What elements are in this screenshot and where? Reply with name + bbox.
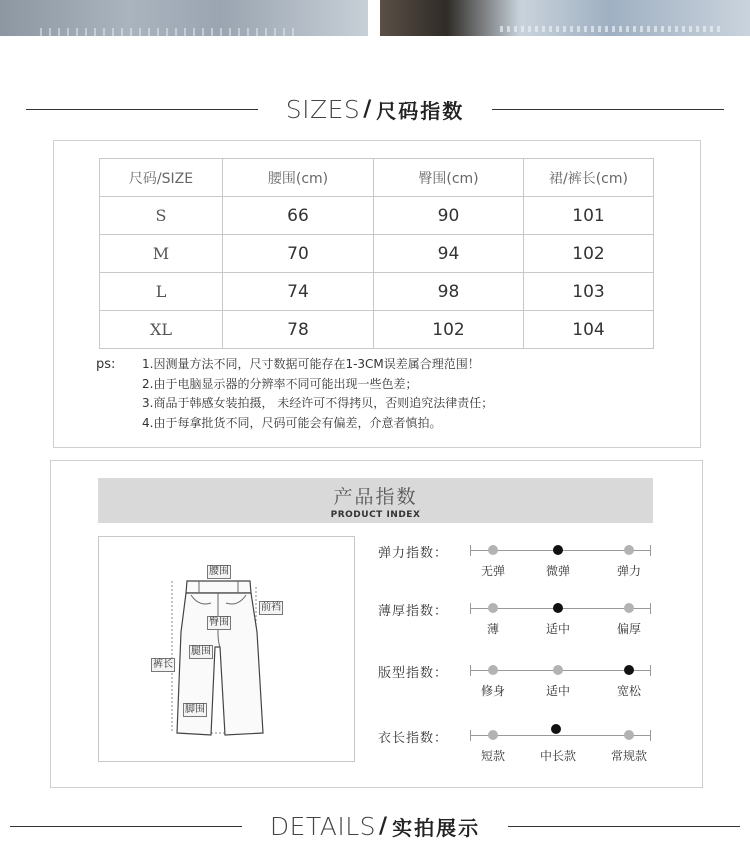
elasticity-index-row <box>378 542 678 582</box>
option-label: 中长款 <box>539 749 576 763</box>
hip-cell: 94 <box>374 235 524 273</box>
option-dot <box>488 603 498 613</box>
option-label: 薄 <box>486 622 499 636</box>
index-label: 薄厚指数： <box>378 604 449 619</box>
length-index-row <box>378 727 678 767</box>
notes-list <box>142 355 662 433</box>
table-row <box>100 197 654 235</box>
option-label: 偏厚 <box>616 622 641 636</box>
col-header-size: 尺码/SIZE <box>100 159 223 197</box>
table-row <box>100 311 654 349</box>
option-dot-selected <box>553 545 563 555</box>
option-dot <box>624 545 634 555</box>
track-cap <box>650 603 651 614</box>
heading-rule-left <box>10 826 242 827</box>
thigh-tag: 腿围 <box>191 646 211 657</box>
length-cell: 103 <box>524 273 654 311</box>
fit-index-row <box>378 662 678 702</box>
size-cell: S <box>100 197 223 235</box>
option-dot <box>624 730 634 740</box>
waist-cell: 66 <box>223 197 374 235</box>
front-rise-tag: 前裆 <box>261 602 281 613</box>
details-title-slash: / <box>379 814 388 839</box>
note-item: 4.由于每拿批货不同，尺码可能会有偏差，介意者慎拍。 <box>142 415 442 430</box>
track-cap <box>470 665 471 676</box>
track-cap <box>470 730 471 741</box>
heading-rule-right <box>492 109 724 110</box>
track-cap <box>470 545 471 556</box>
option-dot <box>488 665 498 675</box>
table-row <box>100 273 654 311</box>
note-item: 3.商品于韩感女装拍摄， 未经许可不得拷贝，否则追究法律责任； <box>142 396 494 410</box>
note-item: 2.由于电脑显示器的分辨率不同可能出现一些色差； <box>142 376 418 391</box>
option-label: 常规款 <box>610 749 647 763</box>
option-label: 修身 <box>480 684 505 698</box>
details-title-en: DETAILS <box>269 812 377 841</box>
notes-prefix: ps: <box>96 357 116 372</box>
waist-tag: 腰围 <box>209 566 229 577</box>
size-cell: XL <box>100 311 223 349</box>
option-dot <box>488 730 498 740</box>
waist-cell: 78 <box>223 311 374 349</box>
option-dot <box>624 603 634 613</box>
hem-tag: 脚围 <box>185 704 205 715</box>
size-cell: M <box>100 235 223 273</box>
hip-tag: 臀围 <box>209 617 229 628</box>
index-label: 弹力指数： <box>378 546 449 561</box>
option-label: 宽松 <box>616 684 641 698</box>
product-photo-left <box>0 0 368 36</box>
sizes-title-zh: 尺码指数 <box>376 99 465 123</box>
size-cell: L <box>100 273 223 311</box>
option-label: 弹力 <box>616 564 641 578</box>
hip-cell: 102 <box>374 311 524 349</box>
col-header-waist: 腰围(cm) <box>223 159 374 197</box>
heading-rule-right <box>508 826 740 827</box>
option-dot <box>553 665 563 675</box>
details-heading <box>0 812 750 841</box>
sizes-title-slash: / <box>363 97 372 122</box>
length-tag: 裤长 <box>153 659 173 670</box>
sizes-title-en: SIZES <box>285 95 361 124</box>
size-table-header-row <box>100 159 654 197</box>
length-cell: 102 <box>524 235 654 273</box>
index-label: 版型指数： <box>378 666 449 681</box>
product-index-title-zh: 产品指数 <box>333 486 418 508</box>
option-dot-selected <box>624 665 634 675</box>
waist-cell: 70 <box>223 235 374 273</box>
option-label: 适中 <box>545 622 570 636</box>
thickness-index-row <box>378 600 678 640</box>
heading-rule-left <box>26 109 258 110</box>
option-label: 微弹 <box>545 564 570 578</box>
size-table <box>99 158 654 349</box>
table-row <box>100 235 654 273</box>
waist-cell: 74 <box>223 273 374 311</box>
option-dot-selected <box>553 603 563 613</box>
hip-cell: 90 <box>374 197 524 235</box>
track-cap <box>650 545 651 556</box>
length-cell: 101 <box>524 197 654 235</box>
option-label: 短款 <box>480 749 505 763</box>
index-label: 衣长指数： <box>378 731 449 746</box>
option-dot <box>488 545 498 555</box>
details-title-zh: 实拍展示 <box>392 816 481 840</box>
track-cap <box>650 665 651 676</box>
option-label: 无弹 <box>480 564 505 578</box>
option-label: 适中 <box>545 684 570 698</box>
track-cap <box>650 730 651 741</box>
note-item: 1.因测量方法不同，尺寸数据可能存在1-3CM误差属合理范围！ <box>142 357 480 371</box>
pants-diagram <box>98 536 355 762</box>
hip-cell: 98 <box>374 273 524 311</box>
track-cap <box>470 603 471 614</box>
col-header-length: 裙/裤长(cm) <box>524 159 654 197</box>
length-cell: 104 <box>524 311 654 349</box>
product-index-banner <box>98 478 653 523</box>
product-index-title-en: PRODUCT INDEX <box>330 510 421 520</box>
option-dot-selected <box>551 724 561 734</box>
sizes-heading <box>0 95 750 124</box>
col-header-hip: 臀围(cm) <box>374 159 524 197</box>
product-photo-right <box>380 0 750 36</box>
